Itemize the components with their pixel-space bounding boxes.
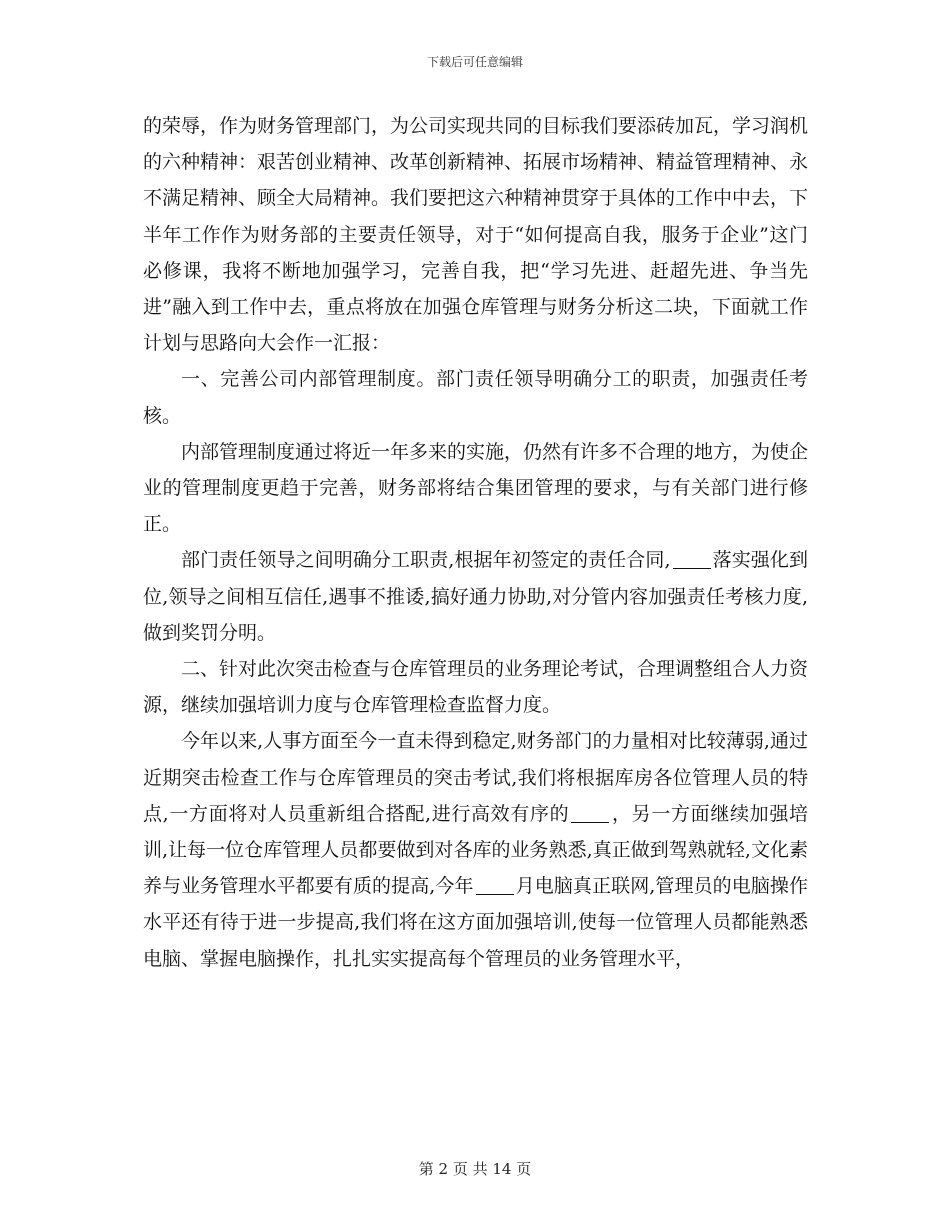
paragraph-6-text-c: 月电脑真正联网,管理员的电脑操作水平还有待于进一步提高,我们将在这方面加强培训,使每一位管理人员都能熟悉电脑、掌握电脑操作，扎扎实实提高每个管理员的业务管理水平， [143, 875, 809, 970]
paragraph-5: 二、针对此次突击检查与仓库管理员的业务理论考试，合理调整组合人力资源，继续加强培训力度与仓库管理检查监督力度。 [143, 658, 809, 717]
fill-blank [571, 803, 609, 823]
page-footer: 第 2 页 共 14 页 [418, 1160, 532, 1178]
page-header: 下载后可任意编辑 [426, 55, 523, 69]
paragraph-1: 的荣辱，作为财务管理部门，为公司实现共同的目标我们要添砖加瓦，学习润机的六种精神：艰苦创业精神、改革创新精神、拓展市场精神、精益管理精神、永不满足精神、顾全大局精神。我们要把这六种精神贯穿于具体的工作中中去，下半年工作作为财务部的主要责任领导，对于“如何提高自我，服务于企业”这门必修课，我将不断地加强学习，完善自我，把“学习先进、赶超先进、争当先进”融入到工作中去，重点将放在加强仓库管理与财务分析这二块，下面就工作计划与思路向大会作一汇报： [143, 115, 809, 355]
paragraph-6-text-b: ，另一方面继续加强培训,让每一位仓库管理人员都要做到对各库的业务熟悉,真正做到驾熟就轻,文化素养与业务管理水平都要有质的提高,今年 [143, 802, 808, 898]
paragraph-2: 一、完善公司内部管理制度。部门责任领导明确分工的职责，加强责任考核。 [143, 368, 808, 427]
paragraph-4-text-b: 落实强化到位,领导之间相互信任,遇事不推诿,搞好通力协助,对分管内容加强责任考核力度,做到奖罚分明。 [143, 549, 808, 644]
paragraph-3: 内部管理制度通过将近一年多来的实施，仍然有许多不合理的地方，为使企业的管理制度更趋于完善，财务部将结合集团管理的要求，与有关部门进行修正。 [143, 440, 809, 536]
fill-blank [476, 875, 514, 895]
paragraph-6 [143, 723, 808, 976]
paragraph-4-text-a: 部门责任领导之间明确分工职责,根据年初签定的责任合同, [181, 549, 671, 572]
paragraph-4 [143, 542, 808, 651]
paragraph-6-text-a: 今年以来,人事方面至今一直未得到稳定,财务部门的力量相对比较薄弱,通过近期突击检查工作与仓库管理员的突击考试,我们将根据库房各位管理人员的特点,一方面将对人员重新组合搭配,进行高效有序的 [143, 730, 808, 825]
document-body [143, 108, 808, 977]
fill-blank [673, 549, 711, 569]
